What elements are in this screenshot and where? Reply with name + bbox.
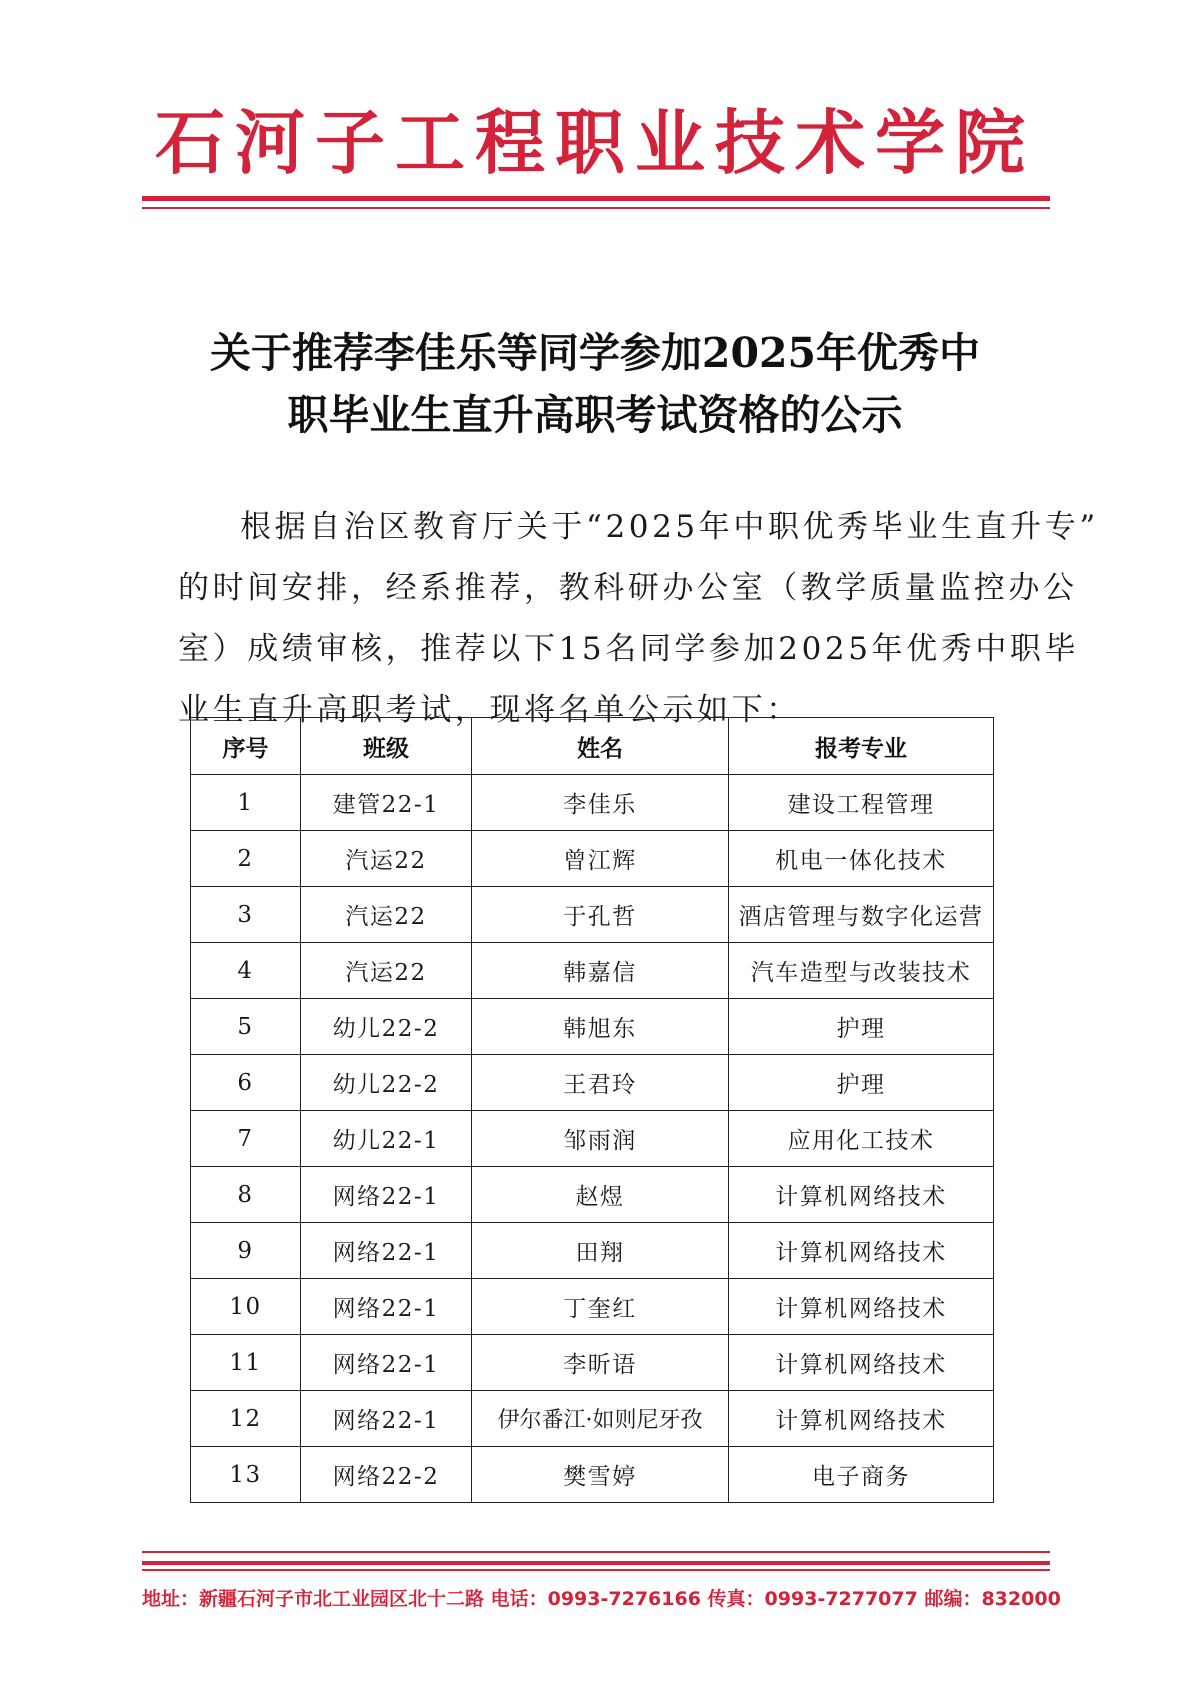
cell-index: 4 [191, 943, 301, 999]
cell-name: 赵煜 [472, 1167, 729, 1223]
notice-body [178, 497, 1099, 741]
cell-name: 伊尔番江·如则尼牙孜 [472, 1391, 729, 1447]
header-major: 报考专业 [729, 718, 994, 775]
table-row [191, 943, 994, 999]
cell-index: 11 [191, 1335, 301, 1391]
table-row [191, 1055, 994, 1111]
cell-major: 汽车造型与改装技术 [729, 943, 994, 999]
header-index: 序号 [191, 718, 301, 775]
notice-title-line-1: 关于推荐李佳乐等同学参加2025年优秀中 [209, 329, 981, 377]
cell-class: 网络22-1 [301, 1391, 472, 1447]
table-row [191, 1223, 994, 1279]
cell-class: 幼儿22-2 [301, 999, 472, 1055]
cell-major: 计算机网络技术 [729, 1223, 994, 1279]
letterhead-rule-thick [142, 196, 1050, 201]
cell-index: 12 [191, 1391, 301, 1447]
cell-class: 幼儿22-2 [301, 1055, 472, 1111]
table-row [191, 999, 994, 1055]
cell-class: 网络22-1 [301, 1335, 472, 1391]
cell-name: 于孔哲 [472, 887, 729, 943]
table-row [191, 775, 994, 831]
cell-index: 9 [191, 1223, 301, 1279]
cell-name: 丁奎红 [472, 1279, 729, 1335]
letterhead-title: 石河子工程职业技术学院 [155, 101, 1035, 184]
cell-major: 计算机网络技术 [729, 1391, 994, 1447]
cell-major: 应用化工技术 [729, 1111, 994, 1167]
table-row [191, 1111, 994, 1167]
cell-name: 王君玲 [472, 1055, 729, 1111]
header-class: 班级 [301, 718, 472, 775]
cell-major: 电子商务 [729, 1447, 994, 1503]
letterhead-rule-thin [142, 207, 1050, 209]
cell-major: 计算机网络技术 [729, 1279, 994, 1335]
cell-class: 汽运22 [301, 887, 472, 943]
cell-name: 李昕语 [472, 1335, 729, 1391]
cell-class: 网络22-1 [301, 1223, 472, 1279]
cell-name: 邹雨润 [472, 1111, 729, 1167]
cell-name: 韩嘉信 [472, 943, 729, 999]
table-header-row [191, 718, 994, 775]
table-row [191, 887, 994, 943]
cell-index: 10 [191, 1279, 301, 1335]
notice-title-line-2: 职毕业生直升高职考试资格的公示 [287, 391, 903, 439]
table-row [191, 1447, 994, 1503]
body-line-2: 的时间安排，经系推荐，教科研办公室（教学质量监控办公 [178, 570, 1078, 606]
cell-index: 5 [191, 999, 301, 1055]
cell-index: 8 [191, 1167, 301, 1223]
cell-index: 13 [191, 1447, 301, 1503]
body-line-3: 室）成绩审核，推荐以下15名同学参加2025年优秀中职毕 [178, 631, 1080, 667]
cell-major: 建设工程管理 [729, 775, 994, 831]
cell-major: 机电一体化技术 [729, 831, 994, 887]
cell-class: 汽运22 [301, 943, 472, 999]
body-line-4: 业生直升高职考试，现将名单公示如下： [178, 692, 801, 728]
notice-title [140, 322, 1050, 446]
table-row [191, 1167, 994, 1223]
cell-name: 李佳乐 [472, 775, 729, 831]
cell-major: 护理 [729, 999, 994, 1055]
cell-major: 护理 [729, 1055, 994, 1111]
cell-major: 计算机网络技术 [729, 1335, 994, 1391]
cell-class: 幼儿22-1 [301, 1111, 472, 1167]
cell-name: 樊雪婷 [472, 1447, 729, 1503]
header-name: 姓名 [472, 718, 729, 775]
footer-rule-thin-top [142, 1551, 1050, 1553]
cell-index: 6 [191, 1055, 301, 1111]
cell-class: 网络22-2 [301, 1447, 472, 1503]
table-row [191, 1279, 994, 1335]
footer-address: 地址：新疆石河子市北工业园区北十二路 电话：0993-7276166 传真：0993-7277077 邮编：832000 [142, 1588, 1061, 1610]
cell-index: 1 [191, 775, 301, 831]
cell-class: 汽运22 [301, 831, 472, 887]
table-row [191, 831, 994, 887]
body-line-1: 根据自治区教育厅关于“2025年中职优秀毕业生直升专” [240, 509, 1099, 545]
cell-class: 网络22-1 [301, 1167, 472, 1223]
cell-major: 酒店管理与数字化运营 [729, 887, 994, 943]
table-row [191, 1391, 994, 1447]
cell-class: 网络22-1 [301, 1279, 472, 1335]
candidate-table [190, 717, 994, 1503]
cell-major: 计算机网络技术 [729, 1167, 994, 1223]
cell-index: 7 [191, 1111, 301, 1167]
cell-name: 田翔 [472, 1223, 729, 1279]
cell-index: 2 [191, 831, 301, 887]
table-row [191, 1335, 994, 1391]
footer-rule-thick [142, 1561, 1050, 1565]
cell-class: 建管22-1 [301, 775, 472, 831]
cell-name: 曾江辉 [472, 831, 729, 887]
cell-index: 3 [191, 887, 301, 943]
cell-name: 韩旭东 [472, 999, 729, 1055]
footer-rule-thin-bottom [142, 1569, 1050, 1571]
